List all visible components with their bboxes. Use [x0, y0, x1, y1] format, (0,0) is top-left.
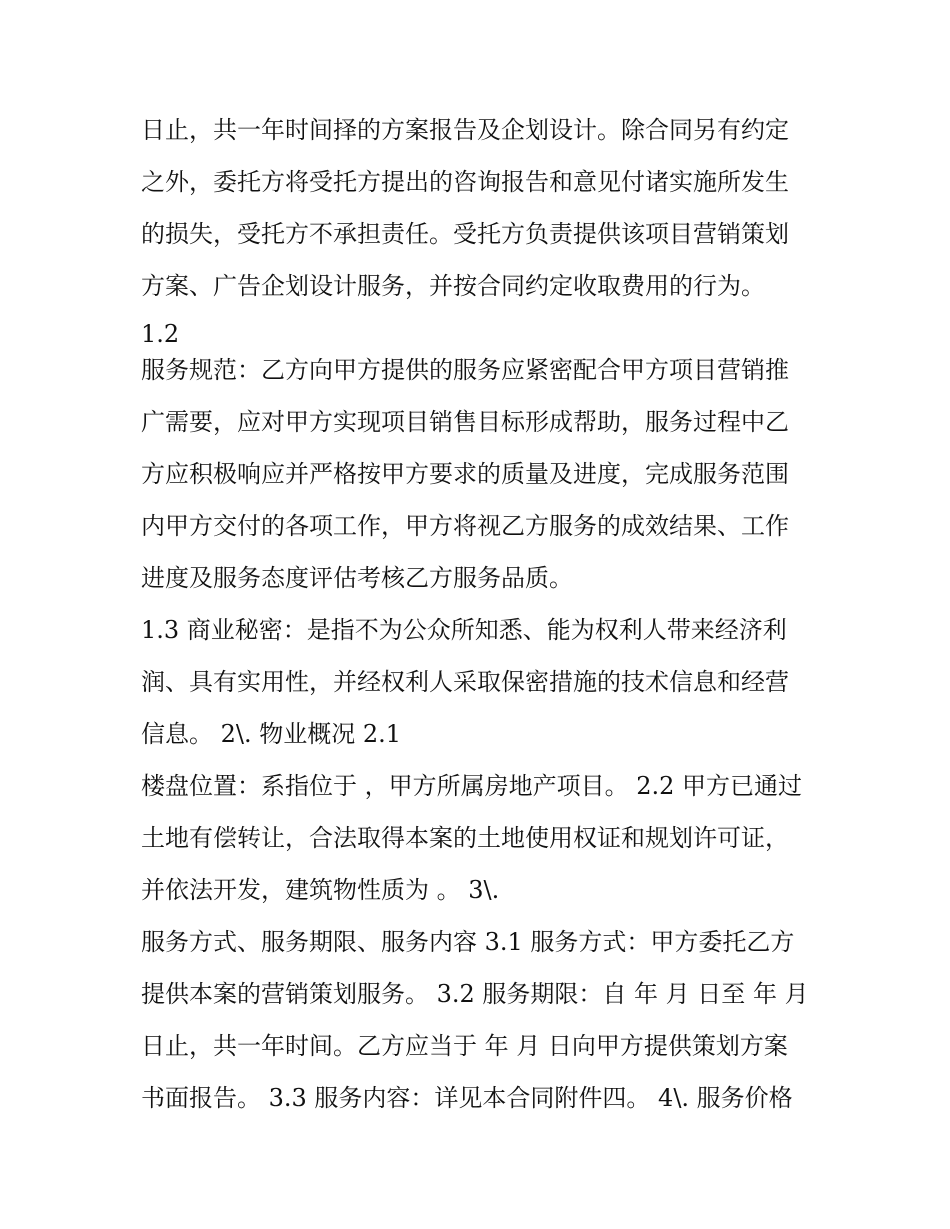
text-line: 服务方式、服务期限、服务内容 3.1 服务方式：甲方委托乙方 — [141, 928, 795, 956]
text-line: 广需要，应对甲方实现项目销售目标形成帮助，服务过程中乙 — [141, 408, 789, 436]
text-line: 方应积极响应并严格按甲方要求的质量及进度，完成服务范围 — [141, 460, 789, 488]
text-line: 并依法开发，建筑物性质为 。 3\. — [141, 876, 500, 904]
document-body — [141, 110, 821, 1130]
text-line: 书面报告。 3.3 服务内容：详见本合同附件四。 4\. 服务价格 — [141, 1084, 793, 1112]
section-number: 1.2 — [141, 320, 180, 348]
text-line: 进度及服务态度评估考核乙方服务品质。 — [141, 564, 573, 592]
text-line: 之外，委托方将受托方提出的咨询报告和意见付诸实施所发生 — [141, 168, 789, 196]
text-line: 提供本案的营销策划服务。 3.2 服务期限：自 年 月 日至 年 月 — [141, 980, 809, 1008]
text-line: 日止，共一年时间。乙方应当于 年 月 日向甲方提供策划方案 — [141, 1032, 788, 1060]
text-line: 服务规范：乙方向甲方提供的服务应紧密配合甲方项目营销推 — [141, 356, 789, 384]
text-line: 土地有偿转让，合法取得本案的土地使用权证和规划许可证， — [141, 824, 789, 852]
text-line: 日止，共一年时间择的方案报告及企划设计。除合同另有约定 — [141, 116, 789, 144]
text-line: 楼盘位置：系指位于 ，甲方所属房地产项目。 2.2 甲方已通过 — [141, 772, 803, 800]
text-line: 方案、广告企划设计服务，并按合同约定收取费用的行为。 — [141, 272, 765, 300]
text-line: 1.3 商业秘密：是指不为公众所知悉、能为权利人带来经济利 — [141, 616, 787, 644]
text-line: 润、具有实用性，并经权利人采取保密措施的技术信息和经营 — [141, 668, 789, 696]
text-line: 内甲方交付的各项工作，甲方将视乙方服务的成效结果、工作 — [141, 512, 789, 540]
text-line: 信息。 2\. 物业概况 2.1 — [141, 720, 402, 748]
text-line: 的损失，受托方不承担责任。受托方负责提供该项目营销策划 — [141, 220, 789, 248]
